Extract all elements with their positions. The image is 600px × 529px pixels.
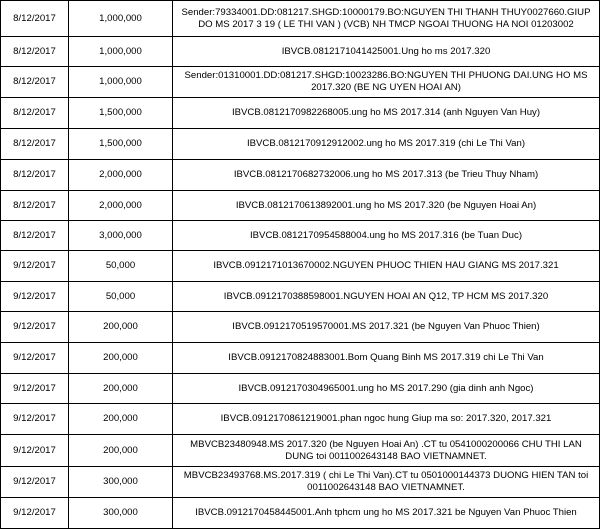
description-cell: IBVCB.0912170519570001.MS 2017.321 (be Nguyen Van Phuoc Thien) (173, 312, 600, 343)
amount-cell: 200,000 (69, 312, 173, 343)
date-cell: 8/12/2017 (1, 160, 69, 191)
amount-cell: 50,000 (69, 251, 173, 282)
table-row (1, 98, 600, 129)
amount-cell: 300,000 (69, 498, 173, 529)
ledger-body (1, 1, 600, 529)
table-row (1, 467, 600, 498)
date-cell: 8/12/2017 (1, 129, 69, 160)
description-cell: IBVCB.0812170954588004.ung ho MS 2017.316 (be Tuan Duc) (173, 221, 600, 251)
table-row (1, 498, 600, 529)
table-row (1, 191, 600, 221)
description-cell: IBVCB.0812171041425001.Ung ho ms 2017.320 (173, 37, 600, 67)
description-cell: IBVCB.0912170388598001.NGUYEN HOAI AN Q12, TP HCM MS 2017.320 (173, 282, 600, 312)
date-cell: 9/12/2017 (1, 343, 69, 374)
description-cell: IBVCB.0812170682732006.ung ho MS 2017.313 (be Trieu Thuy Nham) (173, 160, 600, 191)
table-row (1, 374, 600, 404)
amount-cell: 3,000,000 (69, 221, 173, 251)
table-row (1, 67, 600, 98)
description-cell: IBVCB.0912170458445001.Anh tphcm ung ho MS 2017.321 be Nguyen Van Phuoc Thien (173, 498, 600, 529)
date-cell: 8/12/2017 (1, 191, 69, 221)
description-cell: IBVCB.0912170861219001.phan ngoc hung Giup ma so: 2017.320, 2017.321 (173, 404, 600, 435)
amount-cell: 200,000 (69, 435, 173, 467)
table-row (1, 312, 600, 343)
amount-cell: 1,000,000 (69, 67, 173, 98)
amount-cell: 50,000 (69, 282, 173, 312)
description-cell: IBVCB.0812170982268005.ung ho MS 2017.314 (anh Nguyen Van Huy) (173, 98, 600, 129)
date-cell: 9/12/2017 (1, 467, 69, 498)
description-cell: IBVCB.0912170824883001.Bom Quang Binh MS 2017.319 chi Le Thi Van (173, 343, 600, 374)
date-cell: 8/12/2017 (1, 67, 69, 98)
table-row (1, 1, 600, 37)
amount-cell: 1,000,000 (69, 37, 173, 67)
table-row (1, 343, 600, 374)
amount-cell: 1,500,000 (69, 129, 173, 160)
date-cell: 9/12/2017 (1, 282, 69, 312)
table-row (1, 221, 600, 251)
amount-cell: 2,000,000 (69, 160, 173, 191)
date-cell: 9/12/2017 (1, 312, 69, 343)
table-row (1, 282, 600, 312)
date-cell: 8/12/2017 (1, 37, 69, 67)
date-cell: 9/12/2017 (1, 374, 69, 404)
description-cell: Sender:79334001.DD:081217.SHGD:10000179.BO:NGUYEN THI THANH THUY0027660.GIUP DO MS 2017 3 19 ( LE THI VAN ) (VCB) NH TMCP NGOAI THUONG HA NOI 01203002 (173, 1, 600, 37)
date-cell: 9/12/2017 (1, 498, 69, 529)
date-cell: 8/12/2017 (1, 1, 69, 37)
description-cell: MBVCB23493768.MS.2017.319 ( chi Le Thi Van).CT tu 0501000144373 DUONG HIEN TAN toi 0011002643148 BAO VIETNAMNET. (173, 467, 600, 498)
amount-cell: 1,000,000 (69, 1, 173, 37)
date-cell: 8/12/2017 (1, 221, 69, 251)
description-cell: IBVCB.0812170912912002.ung ho MS 2017.319 (chi Le Thi Van) (173, 129, 600, 160)
description-cell: MBVCB23480948.MS 2017.320 (be Nguyen Hoai An) .CT tu 0541000200066 CHU THI LAN DUNG toi 0011002643148 BAO VIETNAMNET. (173, 435, 600, 467)
description-cell: IBVCB.0912171013670002.NGUYEN PHUOC THIEN HAU GIANG MS 2017.321 (173, 251, 600, 282)
amount-cell: 1,500,000 (69, 98, 173, 129)
description-cell: Sender:01310001.DD:081217.SHGD:10023286.BO:NGUYEN THI PHUONG DAI.UNG HO MS 2017.320 (BE NG UYEN HOAI AN) (173, 67, 600, 98)
table-row (1, 129, 600, 160)
table-row (1, 404, 600, 435)
table-row (1, 37, 600, 67)
date-cell: 9/12/2017 (1, 251, 69, 282)
amount-cell: 200,000 (69, 343, 173, 374)
table-row (1, 435, 600, 467)
amount-cell: 300,000 (69, 467, 173, 498)
date-cell: 9/12/2017 (1, 435, 69, 467)
table-row (1, 251, 600, 282)
amount-cell: 2,000,000 (69, 191, 173, 221)
description-cell: IBVCB.0912170304965001.ung ho MS 2017.290 (gia dinh anh Ngoc) (173, 374, 600, 404)
table-row (1, 160, 600, 191)
date-cell: 8/12/2017 (1, 98, 69, 129)
amount-cell: 200,000 (69, 374, 173, 404)
description-cell: IBVCB.0812170613892001.ung ho MS 2017.320 (be Nguyen Hoai An) (173, 191, 600, 221)
amount-cell: 200,000 (69, 404, 173, 435)
date-cell: 9/12/2017 (1, 404, 69, 435)
